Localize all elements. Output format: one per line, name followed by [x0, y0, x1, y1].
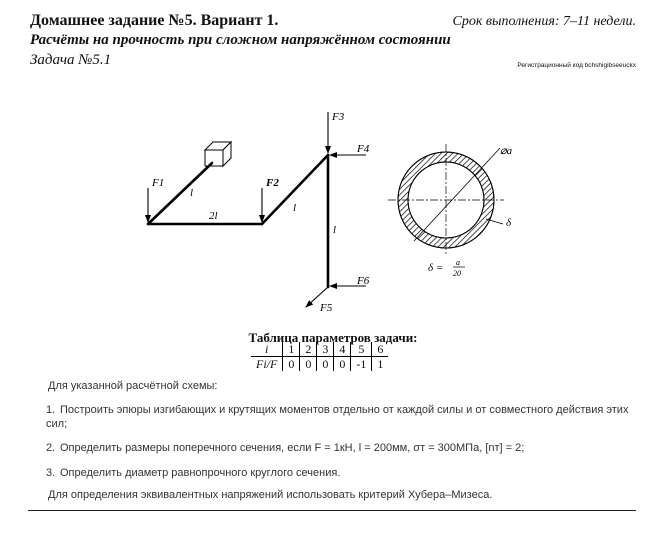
row-header-i: i: [251, 342, 283, 357]
label-length-4: l: [333, 224, 337, 236]
list-number: 3.: [46, 467, 56, 479]
label-f1: F1: [152, 177, 165, 189]
list-text: Определить размеры поперечного сечения, если F = 1кН, l = 200мм, σт = 300МПа, [nт] = 2;: [60, 442, 525, 454]
list-item: [46, 441, 646, 455]
svg-text:δ =: δ =: [428, 262, 444, 274]
deadline: Срок выполнения: 7–11 недели.: [452, 14, 636, 29]
svg-text:a: a: [456, 258, 460, 267]
task-number: Задача №5.1: [30, 52, 112, 68]
table-cell: 3: [317, 342, 334, 357]
label-length-1: l: [190, 187, 194, 199]
page-title: Домашнее задание №5. Вариант 1.: [30, 12, 279, 29]
label-length-3: l: [293, 202, 297, 214]
label-f2: F2: [266, 177, 279, 189]
label-f3: F3: [332, 111, 345, 123]
list-number: 2.: [46, 442, 56, 454]
label-f5: F5: [320, 302, 333, 314]
list-item: [46, 403, 646, 431]
table-cell: 1: [283, 342, 300, 357]
label-length-2: 2l: [209, 210, 218, 222]
section-diameter-label: ⌀a: [500, 145, 513, 157]
table-row: [251, 357, 388, 372]
svg-text:20: 20: [453, 269, 461, 278]
table-cell: 4: [334, 342, 351, 357]
table-cell: 0: [317, 357, 334, 372]
list-number: 1.: [46, 404, 56, 416]
bottom-divider: [28, 510, 636, 511]
list-text: Определить диаметр равнопрочного круглого сечения.: [60, 467, 341, 479]
cross-section: [388, 144, 504, 256]
row-header-fi-f: Fi/F: [251, 357, 283, 372]
list-text: Построить эпюры изгибающих и крутящих моментов отдельно от каждой силы и от совместного действия этих сил;: [46, 404, 629, 430]
table-cell: -1: [351, 357, 372, 372]
parameters-table: [251, 342, 388, 371]
table-cell: 0: [334, 357, 351, 372]
label-f6: F6: [357, 275, 370, 287]
section-thickness-label: δ: [506, 217, 512, 229]
criterion-note: Для определения эквивалентных напряжений использовать критерий Хубера–Мизеса.: [48, 489, 493, 501]
label-f4: F4: [357, 143, 370, 155]
table-cell: 0: [300, 357, 317, 372]
table-cell: 6: [377, 342, 384, 356]
table-title: Таблица параметров задачи:: [248, 330, 418, 345]
table-cell: 2: [300, 342, 317, 357]
instructions-intro: Для указанной расчётной схемы:: [48, 380, 218, 392]
table-cell: 5: [351, 342, 372, 357]
registration-code: Регистрационный код bchshigibseeuckx: [517, 62, 636, 69]
subtitle: Расчёты на прочность при сложном напряжённом состоянии: [30, 32, 451, 48]
table-row: [251, 342, 388, 357]
support-block: [205, 142, 231, 166]
thickness-formula: [428, 258, 465, 278]
frame: [148, 155, 328, 287]
table-cell: 0: [283, 357, 300, 372]
table-cell: 1: [372, 357, 389, 372]
list-item: [46, 466, 646, 480]
